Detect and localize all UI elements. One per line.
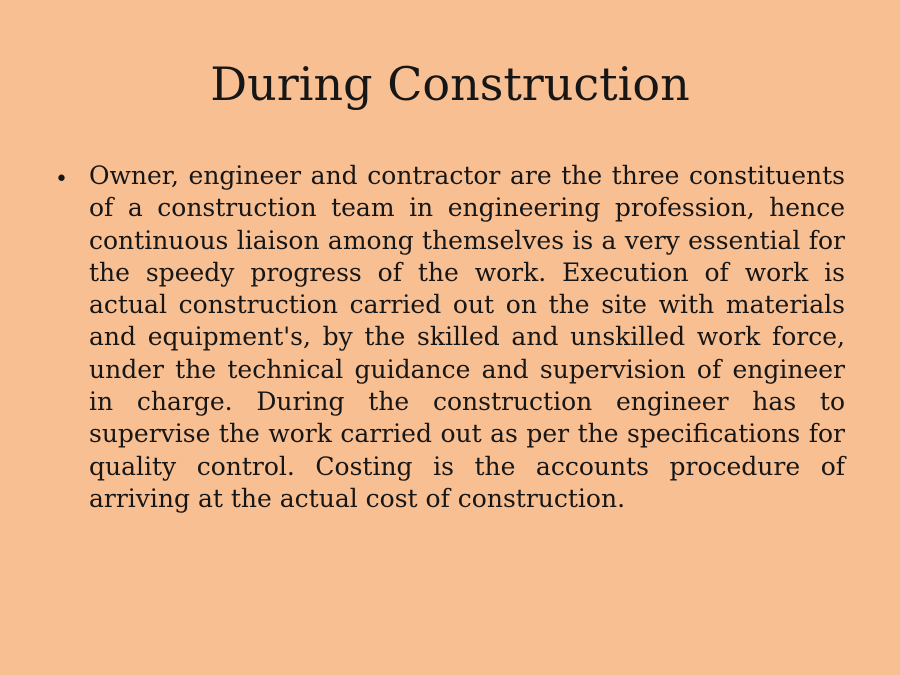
bullet-text: Owner, engineer and contractor are the three constituents of a construction team in engineering profession, hence continuous liaison among themselves is a very essential for the speedy progress of the work. Execution of work is actual construction carried out on the site with materials and equipment's, by the skilled and unskilled work force, under the technical guidance and supervision of engineer in charge. During the construction engineer has to supervise the work carried out as per the specifications for quality control. Costing is the accounts procedure of arriving at the actual cost of construction. bbox=[89, 161, 845, 513]
bullet-list bbox=[55, 160, 847, 620]
slide-title: During Construction bbox=[210, 57, 690, 111]
bullet-icon: • bbox=[55, 167, 68, 192]
